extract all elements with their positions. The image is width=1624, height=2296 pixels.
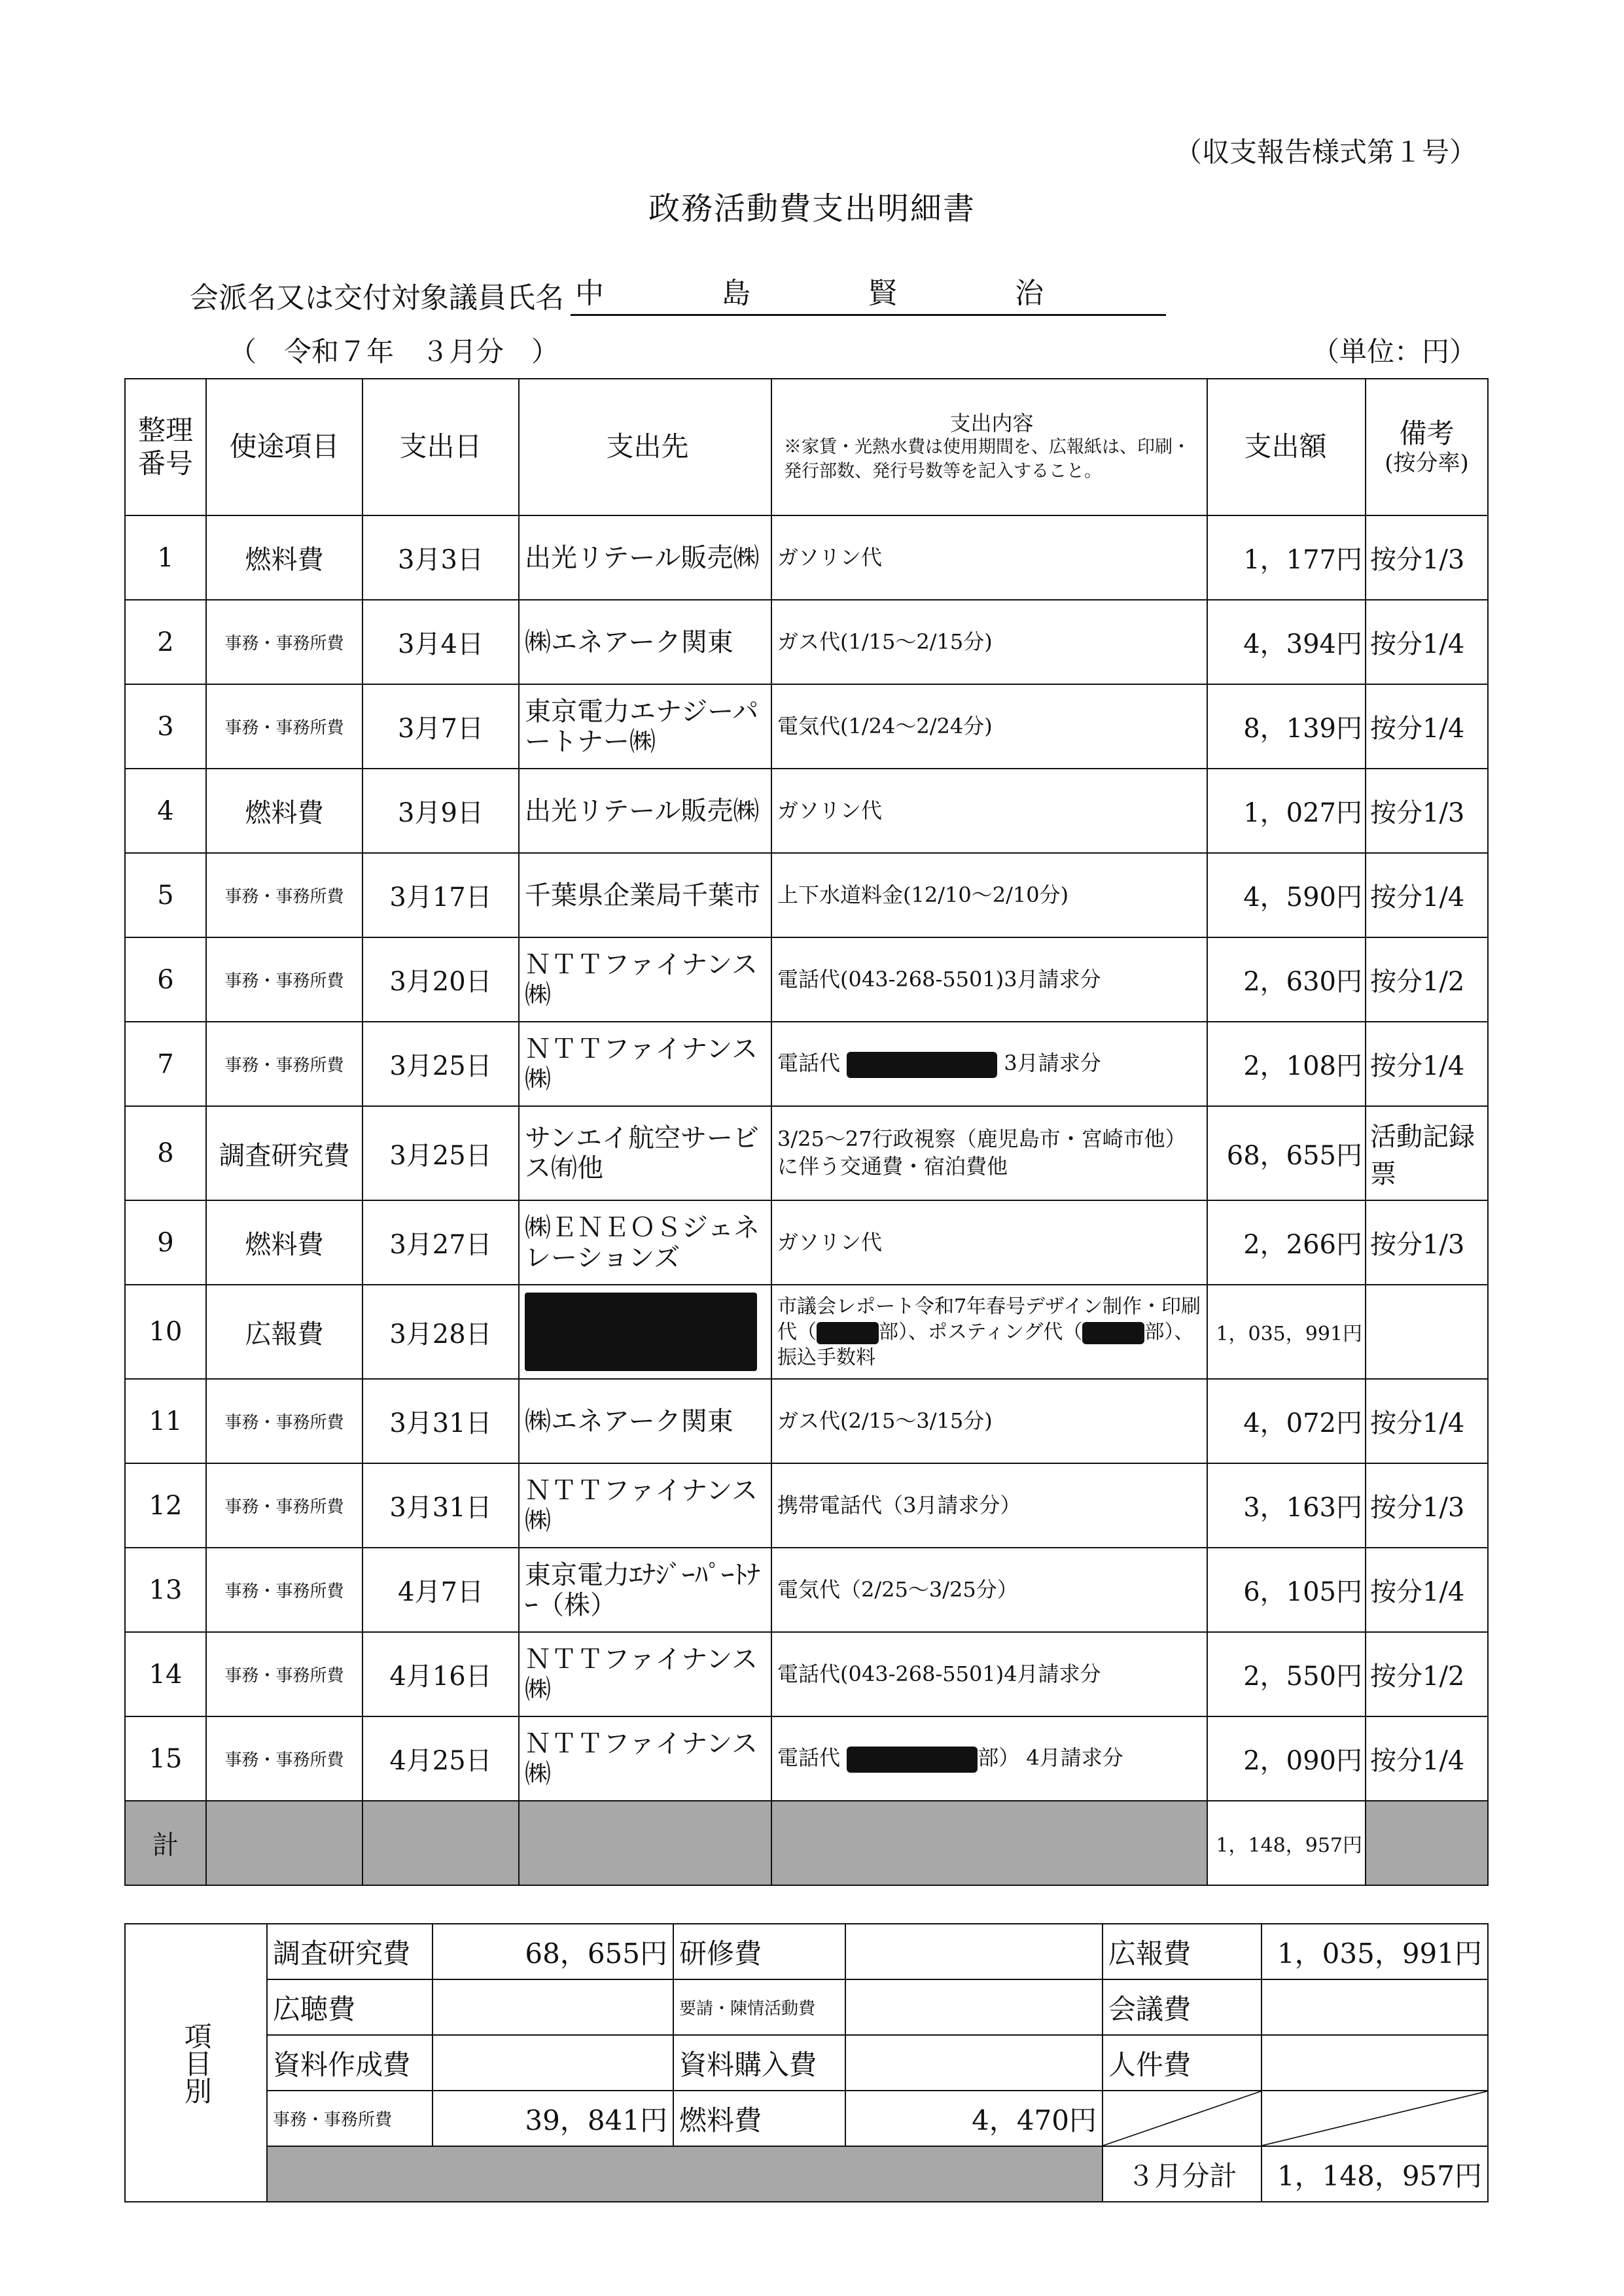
row-note: 按分1/2 xyxy=(1366,937,1488,1022)
row-amount: 6，105円 xyxy=(1207,1548,1366,1632)
row-no: 2 xyxy=(125,600,206,684)
desc-part-c: 部）、振込手数料 xyxy=(777,1320,1194,1369)
row-description: 電話代(043-268-5501)3月請求分 xyxy=(771,937,1207,1022)
desc-middle: 部） xyxy=(978,1745,1020,1771)
row-description: ガソリン代 xyxy=(771,1200,1207,1285)
row-description: 3/25～27行政視察（鹿児島市・宮崎市他）に伴う交通費・宿泊費他 xyxy=(771,1106,1207,1200)
row-note: 按分1/4 xyxy=(1366,1716,1488,1801)
table-row xyxy=(125,1463,1488,1548)
row-description: 電気代(1/24～2/24分) xyxy=(771,684,1207,769)
row-note: 按分1/3 xyxy=(1366,1200,1488,1285)
redaction-mark xyxy=(847,1747,978,1773)
summary-value-shiryo-konyu xyxy=(845,2035,1103,2091)
row-category: 事務・事務所費 xyxy=(206,1463,362,1548)
period: （ 令和７年 ３月分 ） xyxy=(229,336,559,368)
row-payee: ㈱ＥＮＥＯＳジェネレーションズ xyxy=(519,1200,771,1285)
row-date: 3月25日 xyxy=(362,1022,519,1106)
row-amount: 2，108円 xyxy=(1207,1022,1366,1106)
row-date: 3月7日 xyxy=(362,684,519,769)
row-note: 按分1/3 xyxy=(1366,769,1488,853)
row-note: 按分1/3 xyxy=(1366,1463,1488,1548)
row-payee: ＮＴＴファイナンス㈱ xyxy=(519,1716,771,1801)
row-category: 事務・事務所費 xyxy=(206,600,362,684)
row-description: 携帯電話代（3月請求分） xyxy=(771,1463,1207,1548)
summary-row xyxy=(125,1979,1488,2035)
row-description: 電気代（2/25～3/25分） xyxy=(771,1548,1207,1632)
row-category: 燃料費 xyxy=(206,515,362,600)
table-row xyxy=(125,600,1488,684)
table-row xyxy=(125,769,1488,853)
row-amount: 3，163円 xyxy=(1207,1463,1366,1548)
redaction-mark xyxy=(847,1052,997,1078)
row-payee: 出光リテール販売㈱ xyxy=(519,769,771,853)
row-category: 事務・事務所費 xyxy=(206,684,362,769)
header-note xyxy=(1366,379,1488,515)
table-row xyxy=(125,684,1488,769)
row-amount: 1，035，991円 xyxy=(1207,1285,1366,1379)
row-note: 按分1/4 xyxy=(1366,1379,1488,1463)
council-line xyxy=(190,270,1166,316)
summary-label-shiryo-sakusei: 資料作成費 xyxy=(267,2035,432,2091)
redaction-mark xyxy=(817,1322,879,1344)
table-row xyxy=(125,1106,1488,1200)
row-category: 調査研究費 xyxy=(206,1106,362,1200)
row-note xyxy=(1366,1285,1488,1379)
desc-part-b: 部）、ポスティング代（ xyxy=(879,1320,1083,1344)
total-blank xyxy=(362,1801,519,1885)
total-blank xyxy=(519,1801,771,1885)
row-payee xyxy=(519,1285,771,1379)
row-description xyxy=(771,1285,1207,1379)
summary-value-koho: 1，035，991円 xyxy=(1262,1924,1488,1979)
row-description: ガス代(2/15～3/15分) xyxy=(771,1379,1207,1463)
row-date: 3月31日 xyxy=(362,1379,519,1463)
row-payee: ＮＴＴファイナンス㈱ xyxy=(519,1463,771,1548)
row-payee: サンエイ航空サービス㈲他 xyxy=(519,1106,771,1200)
row-category: 事務・事務所費 xyxy=(206,937,362,1022)
diagonal-line xyxy=(1262,2091,1487,2146)
row-note: 按分1/2 xyxy=(1366,1632,1488,1716)
row-date: 4月7日 xyxy=(362,1548,519,1632)
row-note: 按分1/4 xyxy=(1366,600,1488,684)
row-amount: 2，630円 xyxy=(1207,937,1366,1022)
summary-grey-fill xyxy=(267,2146,1103,2202)
header-description xyxy=(771,379,1207,515)
expense-table xyxy=(124,378,1489,1886)
row-category: 広報費 xyxy=(206,1285,362,1379)
table-row xyxy=(125,515,1488,600)
row-note: 按分1/4 xyxy=(1366,1548,1488,1632)
total-blank xyxy=(771,1801,1207,1885)
row-amount: 68，655円 xyxy=(1207,1106,1366,1200)
council-label: 会派名又は交付対象議員氏名 xyxy=(190,281,564,315)
row-no: 11 xyxy=(125,1379,206,1463)
summary-label-koho: 広報費 xyxy=(1103,1924,1262,1979)
summary-value-jinken xyxy=(1262,2035,1488,2091)
row-payee: ＮＴＴファイナンス㈱ xyxy=(519,937,771,1022)
row-payee: 東京電力ｴﾅｼﾞｰﾊﾟｰﾄﾅｰ（株） xyxy=(519,1548,771,1632)
row-payee: ＮＴＴファイナンス㈱ xyxy=(519,1632,771,1716)
diagonal-line xyxy=(1103,2091,1261,2146)
row-amount: 4，072円 xyxy=(1207,1379,1366,1463)
row-description xyxy=(771,1716,1207,1801)
row-note: 按分1/4 xyxy=(1366,684,1488,769)
row-date: 3月28日 xyxy=(362,1285,519,1379)
total-row xyxy=(125,1801,1488,1885)
summary-value-kaigi xyxy=(1262,1979,1488,2035)
header-amount: 支出額 xyxy=(1207,379,1366,515)
row-category: 事務・事務所費 xyxy=(206,1632,362,1716)
row-category: 燃料費 xyxy=(206,769,362,853)
month-total-label: ３月分計 xyxy=(1103,2146,1262,2202)
row-date: 3月31日 xyxy=(362,1463,519,1548)
row-description: 電話代(043-268-5501)4月請求分 xyxy=(771,1632,1207,1716)
summary-row xyxy=(125,1924,1488,1979)
row-no: 7 xyxy=(125,1022,206,1106)
month-total-value: 1，148，957円 xyxy=(1262,2146,1488,2202)
header-note-sub: (按分率) xyxy=(1385,450,1469,477)
unit-label: （単位：円） xyxy=(1311,336,1477,368)
summary-label-shiryo-konyu: 資料購入費 xyxy=(673,2035,845,2091)
total-amount: 1，148，957円 xyxy=(1207,1801,1366,1885)
total-label: 計 xyxy=(125,1801,206,1885)
summary-value-yosei xyxy=(845,1979,1103,2035)
row-no: 15 xyxy=(125,1716,206,1801)
row-amount: 1，177円 xyxy=(1207,515,1366,600)
total-blank xyxy=(206,1801,362,1885)
redaction-mark xyxy=(1082,1322,1144,1344)
row-date: 3月3日 xyxy=(362,515,519,600)
row-payee: 東京電力エナジーパートナー㈱ xyxy=(519,684,771,769)
header-description-title: 支出内容 xyxy=(949,410,1034,436)
row-description xyxy=(771,1022,1207,1106)
desc-part-a: 市議会レポート令和7年春号デザイン制作・印刷代（ xyxy=(777,1295,1201,1344)
total-blank xyxy=(1366,1801,1488,1885)
row-no: 14 xyxy=(125,1632,206,1716)
table-row xyxy=(125,1285,1488,1379)
desc-prefix: 電話代 xyxy=(777,1745,841,1771)
row-category: 事務・事務所費 xyxy=(206,853,362,937)
header-category: 使途項目 xyxy=(206,379,362,515)
header-date: 支出日 xyxy=(362,379,519,515)
row-no: 1 xyxy=(125,515,206,600)
table-row xyxy=(125,853,1488,937)
table-row xyxy=(125,1379,1488,1463)
header-no: 整理番号 xyxy=(125,379,206,515)
row-no: 3 xyxy=(125,684,206,769)
desc-suffix: 4月請求分 xyxy=(1026,1745,1123,1771)
row-description: ガス代(1/15～2/15分) xyxy=(771,600,1207,684)
row-no: 12 xyxy=(125,1463,206,1548)
summary-value-chosa: 68，655円 xyxy=(432,1924,673,1979)
row-note: 按分1/3 xyxy=(1366,515,1488,600)
summary-label-chosa: 調査研究費 xyxy=(267,1924,432,1979)
summary-table xyxy=(124,1923,1489,2202)
header-description-note: ※家賃・光熱水費は使用期間を、広報紙は、印刷・発行部数、発行号数等を記入すること。 xyxy=(784,437,1190,481)
row-amount: 2，090円 xyxy=(1207,1716,1366,1801)
redaction-mark xyxy=(525,1293,757,1371)
row-amount: 4，590円 xyxy=(1207,853,1366,937)
row-no: 10 xyxy=(125,1285,206,1379)
table-row xyxy=(125,1022,1488,1106)
summary-label-kaigi: 会議費 xyxy=(1103,1979,1262,2035)
row-payee: ㈱エネアーク関東 xyxy=(519,600,771,684)
summary-label-nenryo: 燃料費 xyxy=(673,2091,845,2146)
row-date: 3月4日 xyxy=(362,600,519,684)
row-date: 3月9日 xyxy=(362,769,519,853)
row-category: 事務・事務所費 xyxy=(206,1379,362,1463)
header-note-title: 備考 xyxy=(1399,417,1455,449)
row-no: 13 xyxy=(125,1548,206,1632)
row-amount: 2，266円 xyxy=(1207,1200,1366,1285)
row-date: 4月16日 xyxy=(362,1632,519,1716)
row-category: 事務・事務所費 xyxy=(206,1716,362,1801)
row-no: 5 xyxy=(125,853,206,937)
row-category: 事務・事務所費 xyxy=(206,1548,362,1632)
header-payee: 支出先 xyxy=(519,379,771,515)
summary-value-nenryo: 4，470円 xyxy=(845,2091,1103,2146)
row-description: ガソリン代 xyxy=(771,769,1207,853)
row-amount: 2，550円 xyxy=(1207,1632,1366,1716)
summary-row xyxy=(125,2091,1488,2146)
desc-prefix: 電話代 xyxy=(777,1051,841,1076)
row-description: ガソリン代 xyxy=(771,515,1207,600)
table-row xyxy=(125,1716,1488,1801)
summary-section-label: 項目別 xyxy=(125,1924,267,2202)
desc-suffix: 3月請求分 xyxy=(1004,1051,1101,1076)
summary-total-row xyxy=(125,2146,1488,2202)
row-no: 9 xyxy=(125,1200,206,1285)
summary-row xyxy=(125,2035,1488,2091)
table-row xyxy=(125,1632,1488,1716)
form-number: （収支報告様式第１号） xyxy=(1174,136,1477,168)
summary-value-jimu: 39，841円 xyxy=(432,2091,673,2146)
row-no: 8 xyxy=(125,1106,206,1200)
summary-value-kocho xyxy=(432,1979,673,2035)
row-note: 按分1/4 xyxy=(1366,853,1488,937)
row-date: 3月20日 xyxy=(362,937,519,1022)
row-category: 事務・事務所費 xyxy=(206,1022,362,1106)
diagonal-cell xyxy=(1262,2091,1488,2146)
row-note: 活動記録票 xyxy=(1366,1106,1488,1200)
row-note: 按分1/4 xyxy=(1366,1022,1488,1106)
document-title: 政務活動費支出明細書 xyxy=(648,190,976,227)
summary-label-kocho: 広聴費 xyxy=(267,1979,432,2035)
summary-label-kenshu: 研修費 xyxy=(673,1924,845,1979)
row-no: 6 xyxy=(125,937,206,1022)
table-row xyxy=(125,1548,1488,1632)
row-payee: ＮＴＴファイナンス㈱ xyxy=(519,1022,771,1106)
row-category: 燃料費 xyxy=(206,1200,362,1285)
row-date: 3月25日 xyxy=(362,1106,519,1200)
row-amount: 1，027円 xyxy=(1207,769,1366,853)
row-amount: 4，394円 xyxy=(1207,600,1366,684)
summary-label-jinken: 人件費 xyxy=(1103,2035,1262,2091)
member-name: 中島賢治 xyxy=(571,270,1166,316)
row-date: 3月17日 xyxy=(362,853,519,937)
row-date: 3月27日 xyxy=(362,1200,519,1285)
table-row xyxy=(125,937,1488,1022)
row-payee: 出光リテール販売㈱ xyxy=(519,515,771,600)
summary-label-jimu: 事務・事務所費 xyxy=(267,2091,432,2146)
row-amount: 8，139円 xyxy=(1207,684,1366,769)
diagonal-cell xyxy=(1103,2091,1262,2146)
row-no: 4 xyxy=(125,769,206,853)
row-date: 4月25日 xyxy=(362,1716,519,1801)
row-payee: ㈱エネアーク関東 xyxy=(519,1379,771,1463)
row-description: 上下水道料金(12/10～2/10分) xyxy=(771,853,1207,937)
summary-value-shiryo-sakusei xyxy=(432,2035,673,2091)
table-row xyxy=(125,1200,1488,1285)
row-payee: 千葉県企業局千葉市 xyxy=(519,853,771,937)
table-header-row xyxy=(125,379,1488,515)
summary-label-yosei: 要請・陳情活動費 xyxy=(673,1979,845,2035)
summary-value-kenshu xyxy=(845,1924,1103,1979)
